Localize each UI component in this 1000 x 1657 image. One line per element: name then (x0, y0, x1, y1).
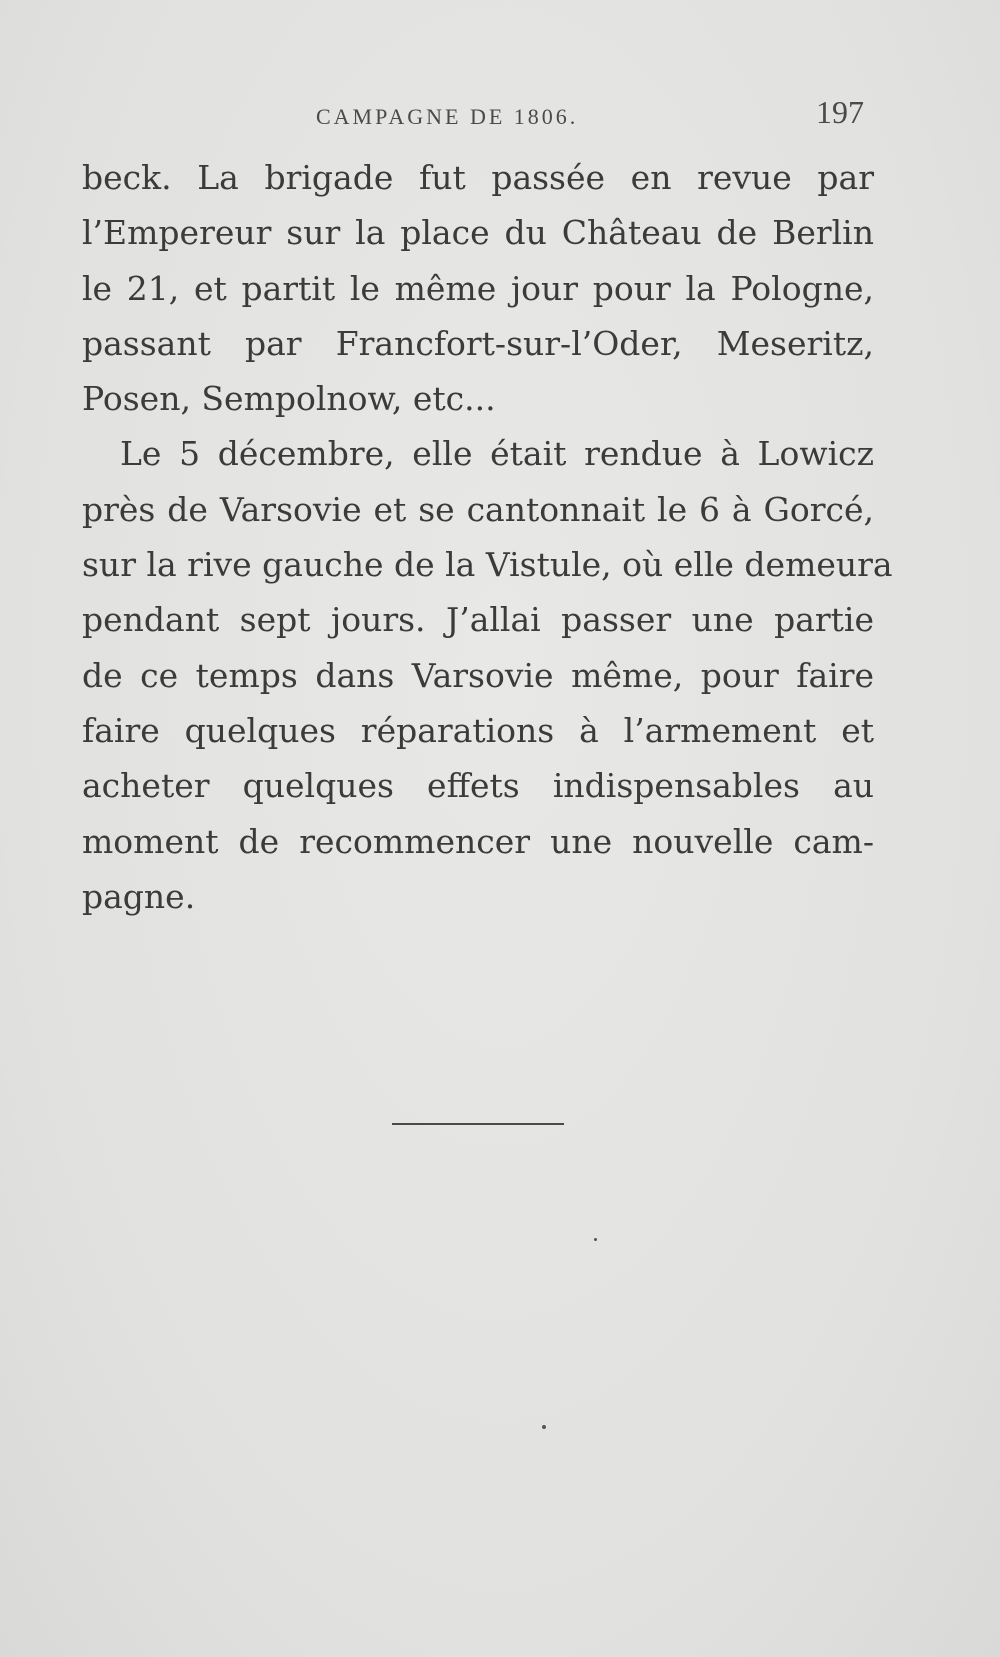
text-line: passant par Francfort-sur-l’Oder, Meseritz, (82, 323, 874, 363)
running-head-title: CAMPAGNE DE 1806. (316, 104, 579, 129)
text-line: acheter quelques effets indispensables au (82, 766, 874, 806)
text-line: pagne. (82, 876, 196, 916)
text-line: beck. La brigade fut passée en revue par (82, 158, 874, 197)
running-head (0, 92, 1000, 132)
paper-speck (594, 1238, 597, 1241)
text-line: de ce temps dans Varsovie même, pour faire (82, 655, 874, 695)
text-line: Le 5 décembre, elle était rendue à Lowicz (120, 434, 874, 474)
body-text (82, 150, 893, 924)
text-line: Posen, Sempolnow, etc... (82, 379, 496, 419)
text-line: l’Empereur sur la place du Château de Berlin (82, 213, 874, 253)
text-line: moment de recommencer une nouvelle cam- (82, 821, 874, 861)
text-line: pendant sept jours. J’allai passer une partie (82, 600, 874, 640)
text-line: sur la rive gauche de la Vistule, où elle demeura (82, 545, 893, 585)
paper-speck (542, 1425, 546, 1429)
page-number: 197 (816, 94, 864, 130)
text-line: faire quelques réparations à l’armement et (82, 710, 874, 750)
text-line: le 21, et partit le même jour pour la Pologne, (82, 268, 874, 308)
section-end-rule (392, 1123, 564, 1125)
text-line: près de Varsovie et se cantonnait le 6 à Gorcé, (82, 489, 874, 529)
